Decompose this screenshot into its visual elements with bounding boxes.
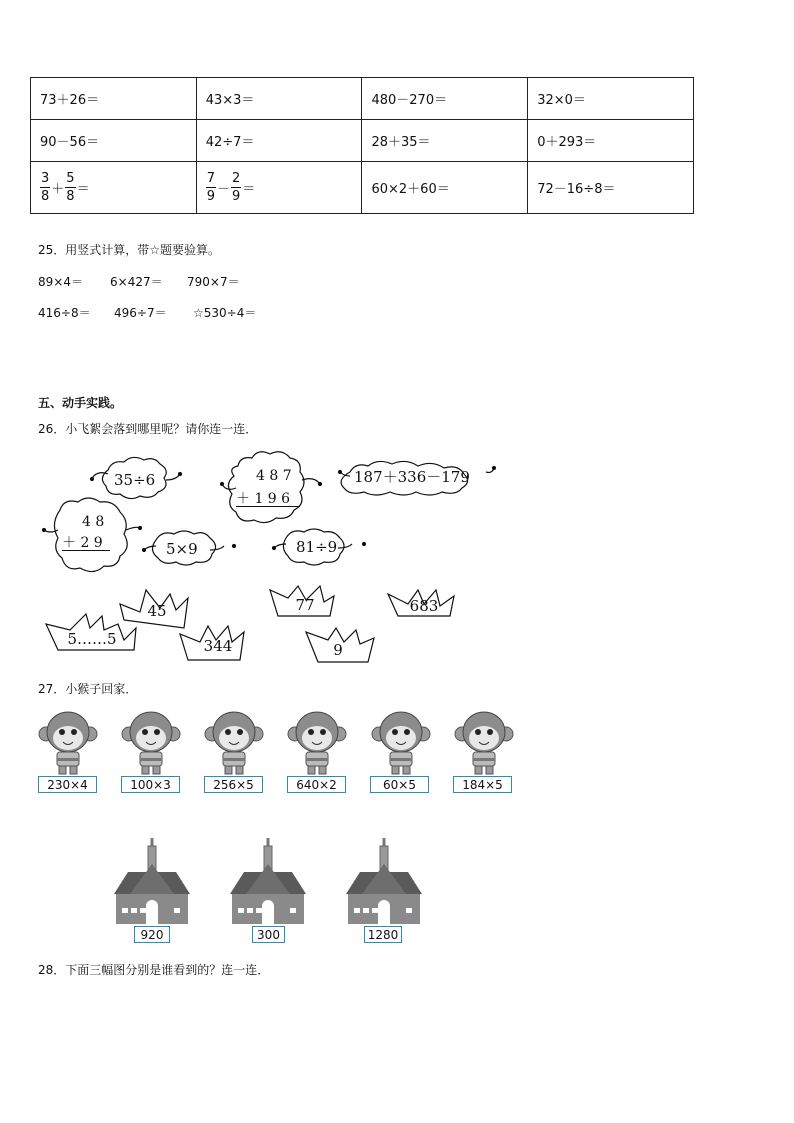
sum-line xyxy=(62,550,110,551)
denominator: 9 xyxy=(232,189,241,204)
house-label: 1280 xyxy=(364,926,402,943)
table-cell: 43×3＝ xyxy=(196,78,362,120)
cloud-6-text: 81÷9 xyxy=(296,538,338,556)
table-row xyxy=(31,78,694,120)
grass-answer: 77 xyxy=(295,596,315,614)
cloud-5-text: 5×9 xyxy=(166,540,198,558)
denominator: 9 xyxy=(206,189,215,204)
sum-line xyxy=(236,506,300,507)
table-cell xyxy=(196,162,362,214)
cloud-2-top: 4 8 7 xyxy=(256,468,292,484)
section-heading: 五、动手实践。 xyxy=(38,396,123,410)
q28-title: 28．下面三幅图分别是谁看到的？连一连． xyxy=(38,963,270,977)
numerator: 2 xyxy=(232,171,241,186)
table-cell: 480－270＝ xyxy=(362,78,528,120)
cloud-2-bottom: ＋ 1 9 6 xyxy=(236,491,291,507)
monkey-label: 100×3 xyxy=(121,776,180,793)
grass-answer: 5……5 xyxy=(67,630,117,648)
q25-title: 25．用竖式计算，带☆题要验算。 xyxy=(38,243,221,257)
table-row xyxy=(31,120,694,162)
table-cell xyxy=(31,162,197,214)
monkey-icon xyxy=(122,712,180,774)
table-cell: 72－16÷8＝ xyxy=(528,162,694,214)
table-cell: 60×2＋60＝ xyxy=(362,162,528,214)
grass-answer: 9 xyxy=(333,641,343,659)
numerator: 3 xyxy=(41,171,50,186)
table-cell: 90－56＝ xyxy=(31,120,197,162)
cloud-1-text: 35÷6 xyxy=(114,471,156,489)
q25-item: 496÷7＝ xyxy=(114,306,167,320)
table-cell: 42÷7＝ xyxy=(196,120,362,162)
monkey-label: 640×2 xyxy=(287,776,346,793)
table-cell: 32×0＝ xyxy=(528,78,694,120)
fraction xyxy=(40,172,50,203)
q25-item: 790×7＝ xyxy=(187,275,240,289)
numerator: 7 xyxy=(206,171,215,186)
monkey-icon xyxy=(455,712,513,774)
house-label: 920 xyxy=(134,926,170,943)
fraction xyxy=(65,172,75,203)
oral-calc-table xyxy=(30,77,694,214)
table-row xyxy=(31,162,694,214)
table-cell: 28＋35＝ xyxy=(362,120,528,162)
house-icon xyxy=(346,838,422,924)
houses-row xyxy=(0,836,794,926)
house-icon xyxy=(114,838,190,924)
equals-sign: ＝ xyxy=(76,182,90,197)
monkey-icon xyxy=(39,712,97,774)
q27-title: 27．小猴子回家． xyxy=(38,682,138,696)
numerator: 5 xyxy=(66,171,75,186)
monkey-label: 60×5 xyxy=(370,776,429,793)
q25-item: 6×427＝ xyxy=(110,275,163,289)
operator: － xyxy=(217,182,231,197)
monkey-label: 184×5 xyxy=(453,776,512,793)
grass-answer: 45 xyxy=(147,602,167,620)
cloud-4-top: 4 8 xyxy=(82,514,105,530)
grass-answer: 344 xyxy=(203,637,233,655)
denominator: 8 xyxy=(66,189,75,204)
grass-answer: 683 xyxy=(409,597,439,615)
table-cell: 0＋293＝ xyxy=(528,120,694,162)
fraction xyxy=(206,172,216,203)
q25-item: 416÷8＝ xyxy=(38,306,91,320)
monkey-icon xyxy=(205,712,263,774)
denominator: 8 xyxy=(41,189,50,204)
q25-item: 89×4＝ xyxy=(38,275,83,289)
fraction xyxy=(231,172,241,203)
cloud-3-text: 187＋336－179 xyxy=(354,468,470,486)
monkey-icon xyxy=(288,712,346,774)
monkey-label: 256×5 xyxy=(204,776,263,793)
cloud-4-bottom: ＋ 2 9 xyxy=(62,535,103,551)
q25-item: ☆530÷4＝ xyxy=(193,306,257,320)
equals-sign: ＝ xyxy=(242,182,256,197)
house-label: 300 xyxy=(252,926,285,943)
operator: ＋ xyxy=(51,182,65,197)
monkeys-row xyxy=(0,706,794,778)
house-icon xyxy=(230,838,306,924)
table-cell: 73＋26＝ xyxy=(31,78,197,120)
monkey-icon xyxy=(372,712,430,774)
monkey-label: 230×4 xyxy=(38,776,97,793)
q26-title: 26．小飞絮会落到哪里呢？请你连一连． xyxy=(38,422,258,436)
